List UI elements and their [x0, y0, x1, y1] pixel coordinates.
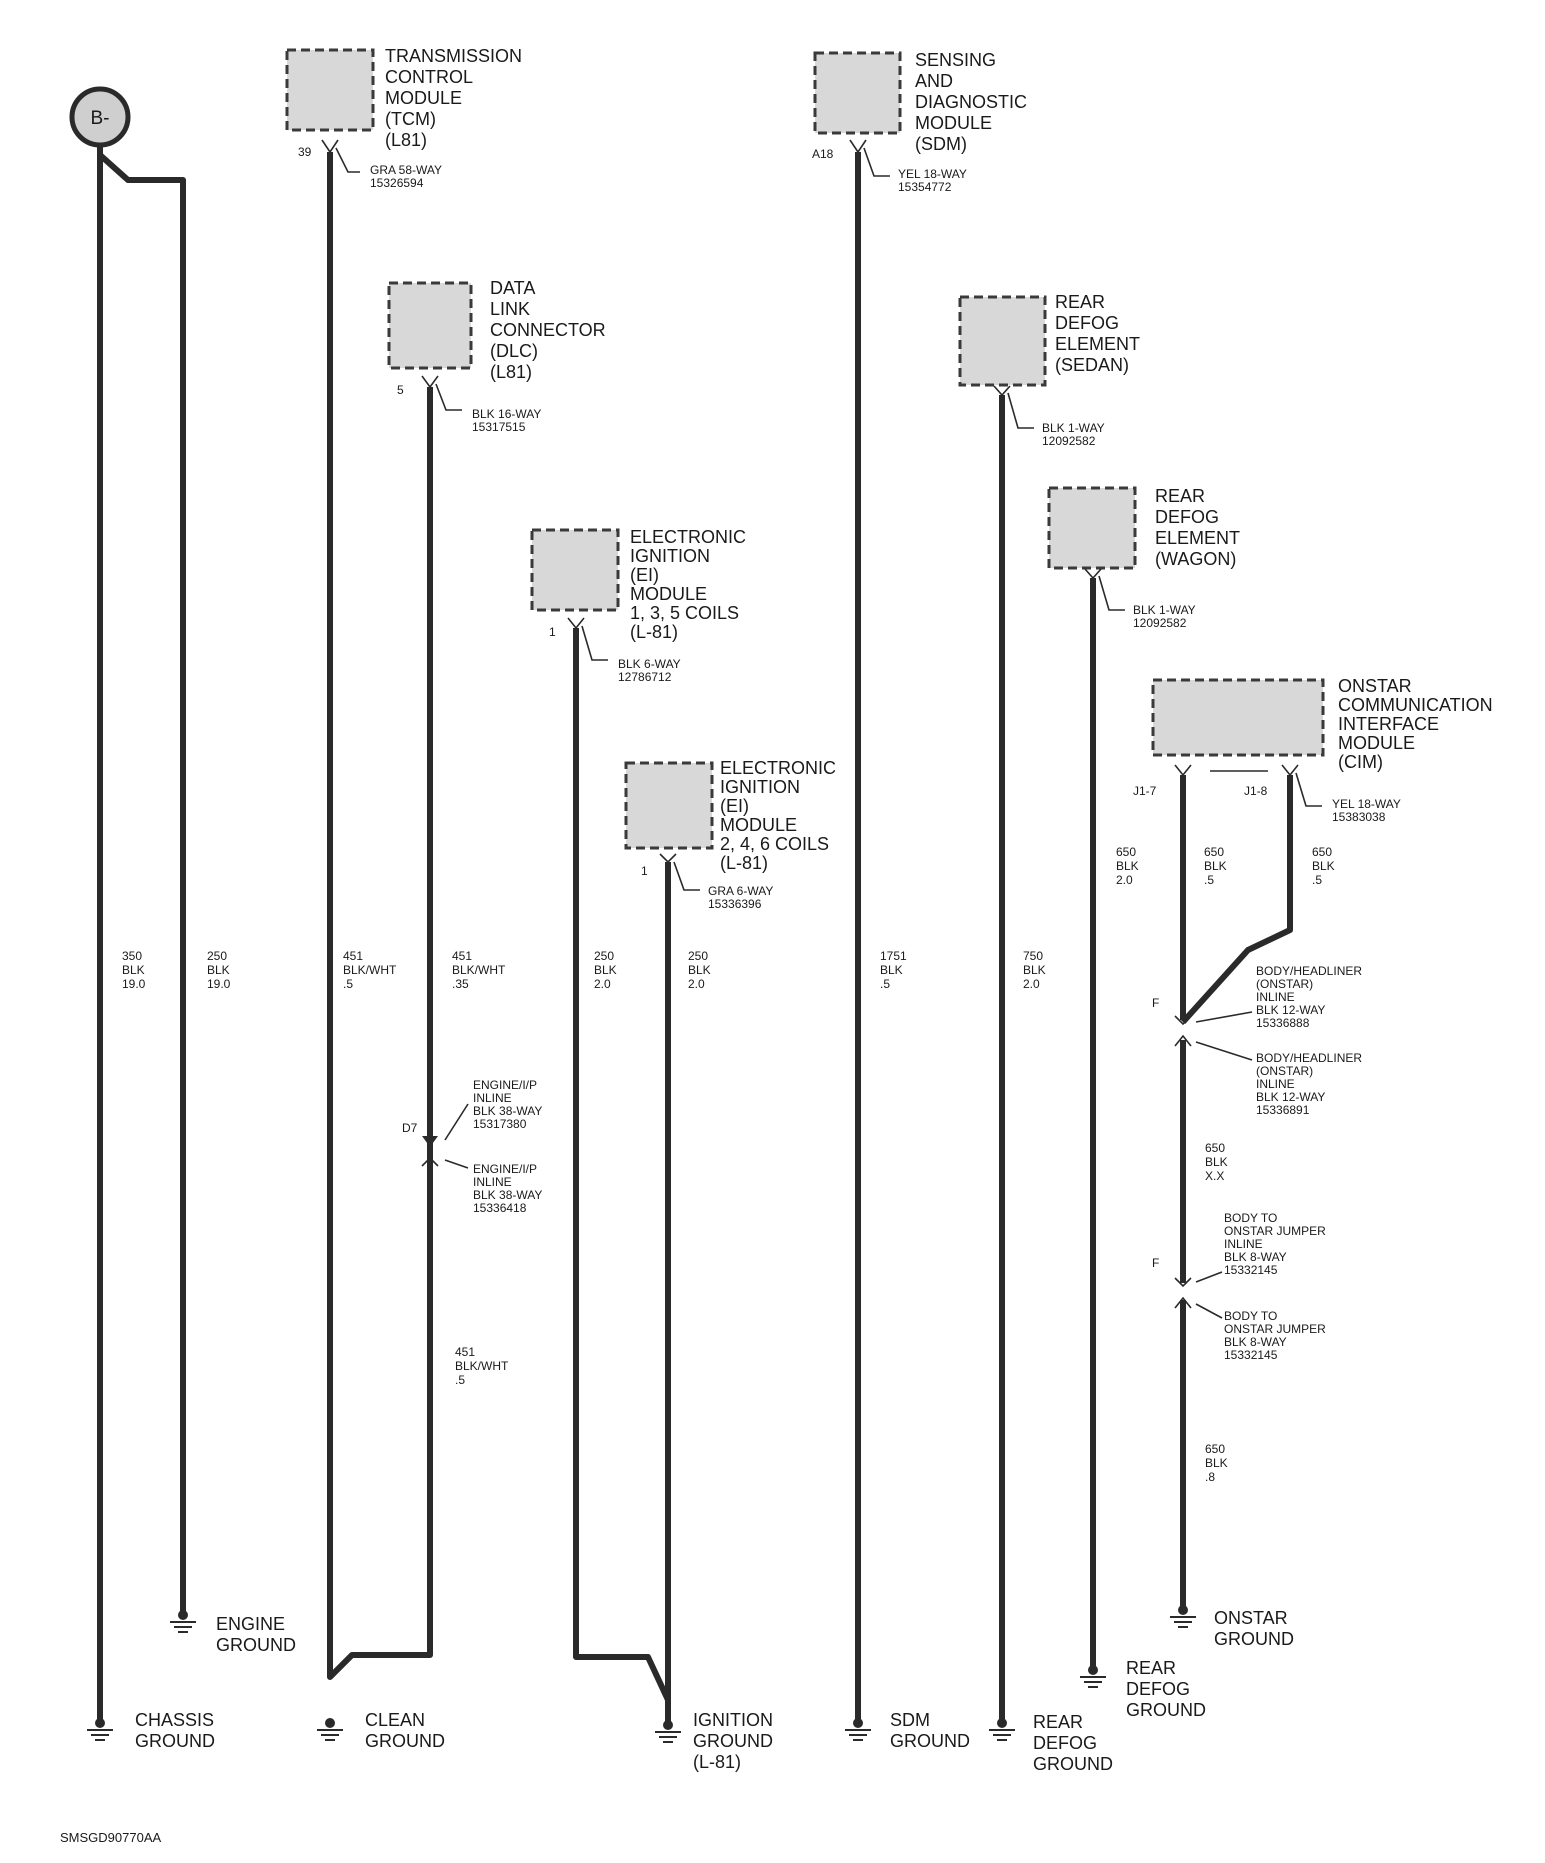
wire-label-cim-low: 650 BLK .8 [1205, 1442, 1228, 1484]
engine-ip-top-label: ENGINE/I/P INLINE BLK 38-WAY 15317380 [473, 1078, 543, 1131]
wire-label-defog-sedan: 750 BLK 2.0 [1023, 949, 1046, 991]
wire-label-dlc-lower: 451 BLK/WHT .5 [455, 1345, 509, 1387]
jumper-top-leader [1196, 1272, 1222, 1282]
figure-code: SMSGD90770AA [60, 1830, 162, 1845]
engine-ip-top-leader [445, 1104, 468, 1140]
tcm-pin: 39 [298, 145, 312, 159]
ei246-pin: 1 [641, 864, 648, 878]
headliner-top-leader [1196, 1012, 1252, 1022]
component-sdm [812, 50, 1032, 194]
cim-box [1153, 680, 1323, 755]
wire-label-cim-mid: 650 BLK X.X [1205, 1141, 1228, 1183]
sdm-connector: YEL 18-WAY 15354772 [898, 167, 967, 194]
sdm-terminal [850, 140, 866, 152]
cim-label: ONSTAR COMMUNICATION INTERFACE MODULE (CIM) [1338, 676, 1493, 772]
wires [100, 140, 1290, 1725]
defog-sedan-box [960, 297, 1045, 385]
tcm-connector: GRA 58-WAY 15326594 [370, 163, 442, 190]
wire-label-tcm: 451 BLK/WHT .5 [343, 949, 397, 991]
sdm-box [815, 53, 900, 133]
wire-label-ei135: 250 BLK 2.0 [594, 949, 617, 991]
ground-label-chassis: CHASSIS GROUND [135, 1710, 215, 1751]
jumper-bottom-label: BODY TO ONSTAR JUMPER BLK 8-WAY 15332145 [1224, 1309, 1326, 1362]
ground-symbol-engine [170, 1610, 196, 1632]
splice-label: B- [90, 108, 110, 129]
dlc-terminal [422, 376, 438, 387]
ground-label-sdm: SDM GROUND [890, 1710, 970, 1751]
sdm-pin: A18 [812, 147, 834, 161]
ground-symbol-rear-defog-sedan [989, 1718, 1015, 1740]
ground-symbol-chassis [87, 1718, 113, 1740]
jumper-pin: F [1152, 1256, 1160, 1270]
engine-ip-bottom-leader [445, 1160, 468, 1168]
tcm-leader [336, 148, 360, 172]
cim-leader [1296, 773, 1322, 806]
defog-sedan-connector: BLK 1-WAY 12092582 [1042, 421, 1105, 448]
component-defog-sedan [960, 292, 1145, 448]
cim-pin-b: J1-8 [1244, 784, 1268, 798]
ei246-box [626, 763, 712, 848]
tcm-terminal [322, 140, 338, 152]
wire-label-cim-left: 650 BLK 2.0 [1116, 845, 1139, 887]
ground-label-rear-defog-sedan: REAR DEFOG GROUND [1033, 1712, 1113, 1774]
wire-label-cim-a: 650 BLK .5 [1204, 845, 1227, 887]
dlc-connector: BLK 16-WAY 15317515 [472, 407, 542, 434]
dlc-box [389, 283, 471, 368]
wire-label-engine: 250 BLK 19.0 [207, 949, 231, 991]
ei246-label: ELECTRONIC IGNITION (EI) MODULE 2, 4, 6 COILS (L-81) [720, 758, 837, 873]
ei135-pin: 1 [549, 625, 556, 639]
dlc-pin: 5 [397, 383, 404, 397]
ei135-box [532, 530, 618, 610]
dlc-label: DATA LINK CONNECTOR (DLC) (L81) [490, 278, 606, 382]
cim-pin-a: J1-7 [1133, 784, 1157, 798]
jumper-bottom-leader [1196, 1304, 1222, 1318]
sdm-leader [864, 148, 890, 176]
ground-symbol-onstar [1170, 1605, 1196, 1627]
ei135-leader [582, 626, 608, 660]
ground-symbol-rear-defog-wagon [1080, 1665, 1106, 1687]
engine-ip-pin: D7 [402, 1121, 418, 1135]
headliner-top-label: BODY/HEADLINER (ONSTAR) INLINE BLK 12-WAY 15336888 [1256, 964, 1363, 1030]
ground-symbol-sdm [845, 1718, 871, 1740]
engine-ip-bottom-label: ENGINE/I/P INLINE BLK 38-WAY 15336418 [473, 1162, 543, 1215]
dlc-leader [436, 384, 462, 410]
ei246-leader [674, 862, 700, 890]
jumper-top-label: BODY TO ONSTAR JUMPER INLINE BLK 8-WAY 15332145 [1224, 1211, 1326, 1277]
wire-label-sdm: 1751 BLK .5 [880, 949, 907, 991]
wire-label-cim-b: 650 BLK .5 [1312, 845, 1335, 887]
headliner-pin: F [1152, 996, 1160, 1010]
cim-terminal-a [1175, 765, 1191, 775]
ground-label-engine: ENGINE GROUND [216, 1614, 296, 1655]
ground-label-clean: CLEAN GROUND [365, 1710, 445, 1751]
sdm-label: SENSING AND DIAGNOSTIC MODULE (SDM) [915, 50, 1028, 154]
ground-symbol-ignition [655, 1720, 681, 1742]
defog-wagon-label: REAR DEFOG ELEMENT (WAGON) [1155, 486, 1240, 569]
wire-engine [100, 155, 183, 1615]
wire-label-chassis: 350 BLK 19.0 [122, 949, 146, 991]
wire-label-dlc-upper: 451 BLK/WHT .35 [452, 949, 506, 991]
headliner-bottom-label: BODY/HEADLINER (ONSTAR) INLINE BLK 12-WAY 15336891 [1256, 1051, 1363, 1117]
ei246-connector: GRA 6-WAY 15336396 [708, 884, 774, 911]
ei246-terminal [660, 854, 676, 862]
defog-wagon-box [1049, 488, 1135, 568]
ei135-connector: BLK 6-WAY 12786712 [618, 657, 681, 684]
component-tcm [287, 46, 527, 190]
tcm-box [287, 50, 373, 130]
defog-sedan-leader [1008, 393, 1034, 428]
splice-b-minus [72, 89, 128, 145]
inline-jumper [1152, 1211, 1329, 1362]
defog-wagon-leader [1099, 576, 1125, 610]
tcm-label: TRANSMISSION CONTROL MODULE (TCM) (L81) [385, 46, 523, 150]
cim-connector: YEL 18-WAY 15383038 [1332, 797, 1401, 824]
ei135-label: ELECTRONIC IGNITION (EI) MODULE 1, 3, 5 COILS (L-81) [630, 527, 747, 642]
component-ei-135 [532, 527, 751, 684]
defog-sedan-label: REAR DEFOG ELEMENT (SEDAN) [1055, 292, 1140, 375]
component-defog-wagon [1049, 486, 1245, 630]
component-cim [1133, 676, 1498, 824]
inline-engine-ip [402, 1078, 545, 1215]
grounds [87, 1605, 1294, 1774]
headliner-bottom-leader [1196, 1042, 1252, 1060]
ground-label-ignition: IGNITION GROUND (L-81) [693, 1710, 773, 1772]
wire-labels [122, 845, 1335, 1484]
component-ei-246 [626, 758, 841, 911]
ground-label-rear-defog-wagon: REAR DEFOG GROUND [1126, 1658, 1206, 1720]
wire-label-ei246: 250 BLK 2.0 [688, 949, 711, 991]
wire-tcm [330, 152, 430, 1677]
component-dlc [389, 278, 611, 434]
ground-label-onstar: ONSTAR GROUND [1214, 1608, 1294, 1649]
defog-wagon-connector: BLK 1-WAY 12092582 [1133, 603, 1196, 630]
ground-symbol-clean [317, 1718, 343, 1740]
